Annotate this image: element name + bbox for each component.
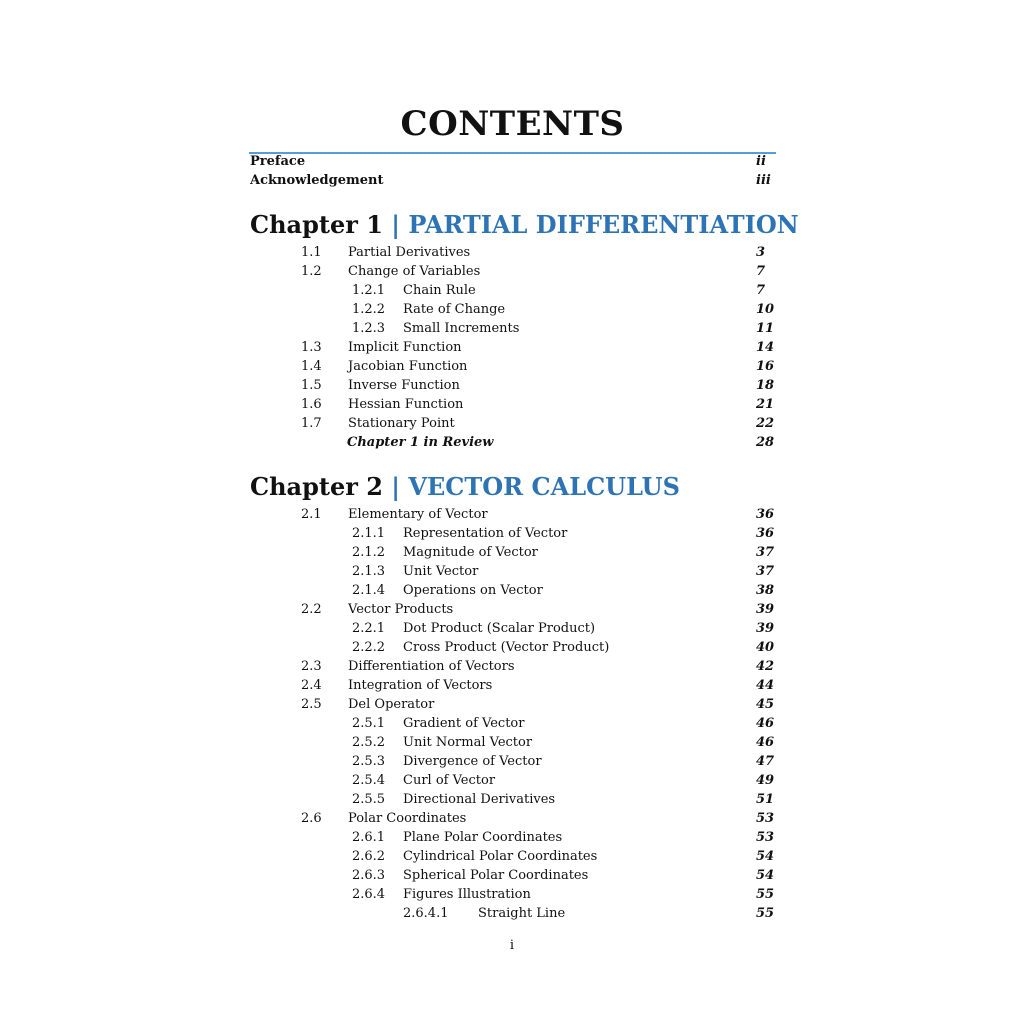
toc-entry-label: Cylindrical Polar Coordinates xyxy=(403,849,598,864)
toc-entry-number: 2.4 xyxy=(301,678,322,693)
toc-entry-number: 1.2.1 xyxy=(352,283,386,298)
front-matter-acknowledgement-page: iii xyxy=(756,173,771,188)
toc-entry-number: 1.6 xyxy=(301,397,322,412)
toc-entry-page: 11 xyxy=(756,321,775,336)
toc-entry-number: 2.5.5 xyxy=(352,792,386,807)
toc-entry-number: 2.1.1 xyxy=(352,526,386,541)
front-matter-preface: Preface xyxy=(250,154,306,169)
toc-entry-label: Chapter 1 in Review xyxy=(347,435,494,450)
title-divider xyxy=(249,152,776,154)
toc-entry-page: 54 xyxy=(756,849,775,864)
toc-entry-label: Change of Variables xyxy=(348,264,481,279)
toc-entry-page: 7 xyxy=(756,283,766,298)
page-title: CONTENTS xyxy=(400,104,625,144)
toc-entry-page: 45 xyxy=(756,697,775,712)
toc-entry-page: 39 xyxy=(756,621,775,636)
toc-entry-number: 2.5.2 xyxy=(352,735,386,750)
toc-entry-number: 2.6 xyxy=(301,811,322,826)
toc-entry-label: Vector Products xyxy=(348,602,454,617)
toc-entry-number: 2.2 xyxy=(301,602,322,617)
toc-entry-page: 55 xyxy=(756,887,775,902)
toc-entry-number: 2.5.1 xyxy=(352,716,386,731)
toc-entry-number: 2.2.1 xyxy=(352,621,386,636)
toc-entry-number: 2.6.4.1 xyxy=(403,906,449,921)
toc-entry-number: 1.2 xyxy=(301,264,322,279)
toc-entry-page: 39 xyxy=(756,602,775,617)
toc-entry-page: 44 xyxy=(756,678,775,693)
toc-entry-label: Spherical Polar Coordinates xyxy=(403,868,589,883)
toc-entry-page: 3 xyxy=(756,245,766,260)
toc-entry-number: 2.1.2 xyxy=(352,545,386,560)
toc-entry-number: 2.5.3 xyxy=(352,754,386,769)
toc-entry-page: 7 xyxy=(756,264,766,279)
toc-entry-page: 53 xyxy=(756,811,775,826)
toc-entry-page: 51 xyxy=(756,792,775,807)
toc-entry-label: Divergence of Vector xyxy=(403,754,542,769)
toc-entry-page: 10 xyxy=(756,302,775,317)
toc-entry-label: Differentiation of Vectors xyxy=(348,659,515,674)
toc-entry-label: Magnitude of Vector xyxy=(403,545,538,560)
toc-entry-label: Elementary of Vector xyxy=(348,507,488,522)
chapter-2-separator: | xyxy=(391,472,401,501)
chapter-1-heading xyxy=(250,210,799,239)
toc-entry-label: Jacobian Function xyxy=(348,359,468,374)
toc-entry-number: 2.1 xyxy=(301,507,322,522)
toc-entry-number: 2.5.4 xyxy=(352,773,386,788)
chapter-2-heading xyxy=(250,472,680,501)
chapter-1-prefix: Chapter 1 xyxy=(250,210,383,239)
front-matter-acknowledgement: Acknowledgement xyxy=(250,173,384,188)
toc-entry-number: 2.6.3 xyxy=(352,868,386,883)
toc-entry-number: 1.7 xyxy=(301,416,322,431)
page-number-footer: i xyxy=(509,938,515,953)
toc-entry-page: 36 xyxy=(756,526,775,541)
toc-entry-label: Polar Coordinates xyxy=(348,811,467,826)
toc-entry-label: Gradient of Vector xyxy=(403,716,525,731)
front-matter-preface-page: ii xyxy=(756,154,766,169)
toc-entry-page: 46 xyxy=(756,716,775,731)
toc-entry-page: 55 xyxy=(756,906,775,921)
toc-entry-number: 2.3 xyxy=(301,659,322,674)
toc-entry-page: 47 xyxy=(756,754,775,769)
toc-entry-page: 53 xyxy=(756,830,775,845)
toc-entry-number: 2.6.2 xyxy=(352,849,386,864)
toc-entry-label: Unit Vector xyxy=(403,564,479,579)
toc-entry-number: 2.5 xyxy=(301,697,322,712)
toc-entry-page: 14 xyxy=(756,340,775,355)
toc-entry-page: 37 xyxy=(756,564,775,579)
toc-entry-label: Figures Illustration xyxy=(403,887,531,902)
toc-entry-label: Dot Product (Scalar Product) xyxy=(403,621,596,636)
toc-entry-label: Chain Rule xyxy=(403,283,476,298)
toc-entry-page: 16 xyxy=(756,359,775,374)
toc-entry-label: Small Increments xyxy=(403,321,520,336)
toc-entry-label: Integration of Vectors xyxy=(348,678,493,693)
toc-entry-number: 1.2.3 xyxy=(352,321,386,336)
toc-entry-number: 2.1.3 xyxy=(352,564,386,579)
toc-entry-label: Representation of Vector xyxy=(403,526,568,541)
toc-entry-label: Straight Line xyxy=(478,906,566,921)
toc-entry-label: Inverse Function xyxy=(348,378,460,393)
toc-entry-number: 2.6.4 xyxy=(352,887,386,902)
toc-entry-number: 2.1.4 xyxy=(352,583,386,598)
toc-entry-page: 42 xyxy=(756,659,775,674)
toc-entry-number: 1.4 xyxy=(301,359,322,374)
toc-entry-page: 38 xyxy=(756,583,775,598)
chapter-1-title: PARTIAL DIFFERENTIATION xyxy=(408,210,799,239)
toc-entry-number: 2.6.1 xyxy=(352,830,386,845)
toc-entry-page: 21 xyxy=(756,397,775,412)
toc-entry-label: Operations on Vector xyxy=(403,583,543,598)
toc-entry-page: 46 xyxy=(756,735,775,750)
toc-entry-label: Partial Derivatives xyxy=(348,245,471,260)
toc-entry-page: 49 xyxy=(756,773,775,788)
toc-entry-number: 1.1 xyxy=(301,245,322,260)
toc-entry-page: 22 xyxy=(756,416,775,431)
toc-entry-label: Implicit Function xyxy=(348,340,462,355)
toc-entry-page: 18 xyxy=(756,378,775,393)
toc-entry-label: Directional Derivatives xyxy=(403,792,556,807)
toc-entry-label: Stationary Point xyxy=(348,416,455,431)
toc-entry-page: 54 xyxy=(756,868,775,883)
toc-entry-label: Curl of Vector xyxy=(403,773,496,788)
toc-entry-page: 37 xyxy=(756,545,775,560)
toc-entry-label: Plane Polar Coordinates xyxy=(403,830,563,845)
toc-entry-label: Rate of Change xyxy=(403,302,506,317)
chapter-2-title: VECTOR CALCULUS xyxy=(408,472,680,501)
toc-entry-label: Hessian Function xyxy=(348,397,464,412)
toc-entry-number: 1.3 xyxy=(301,340,322,355)
toc-entry-number: 1.2.2 xyxy=(352,302,386,317)
toc-entry-label: Del Operator xyxy=(348,697,435,712)
chapter-1-separator: | xyxy=(391,210,401,239)
toc-entry-label: Cross Product (Vector Product) xyxy=(403,640,610,655)
toc-entry-number: 1.5 xyxy=(301,378,322,393)
chapter-2-prefix: Chapter 2 xyxy=(250,472,383,501)
toc-entry-page: 36 xyxy=(756,507,775,522)
toc-entry-number: 2.2.2 xyxy=(352,640,386,655)
toc-entry-label: Unit Normal Vector xyxy=(403,735,533,750)
toc-entry-page: 40 xyxy=(756,640,775,655)
toc-entry-page: 28 xyxy=(756,435,775,450)
